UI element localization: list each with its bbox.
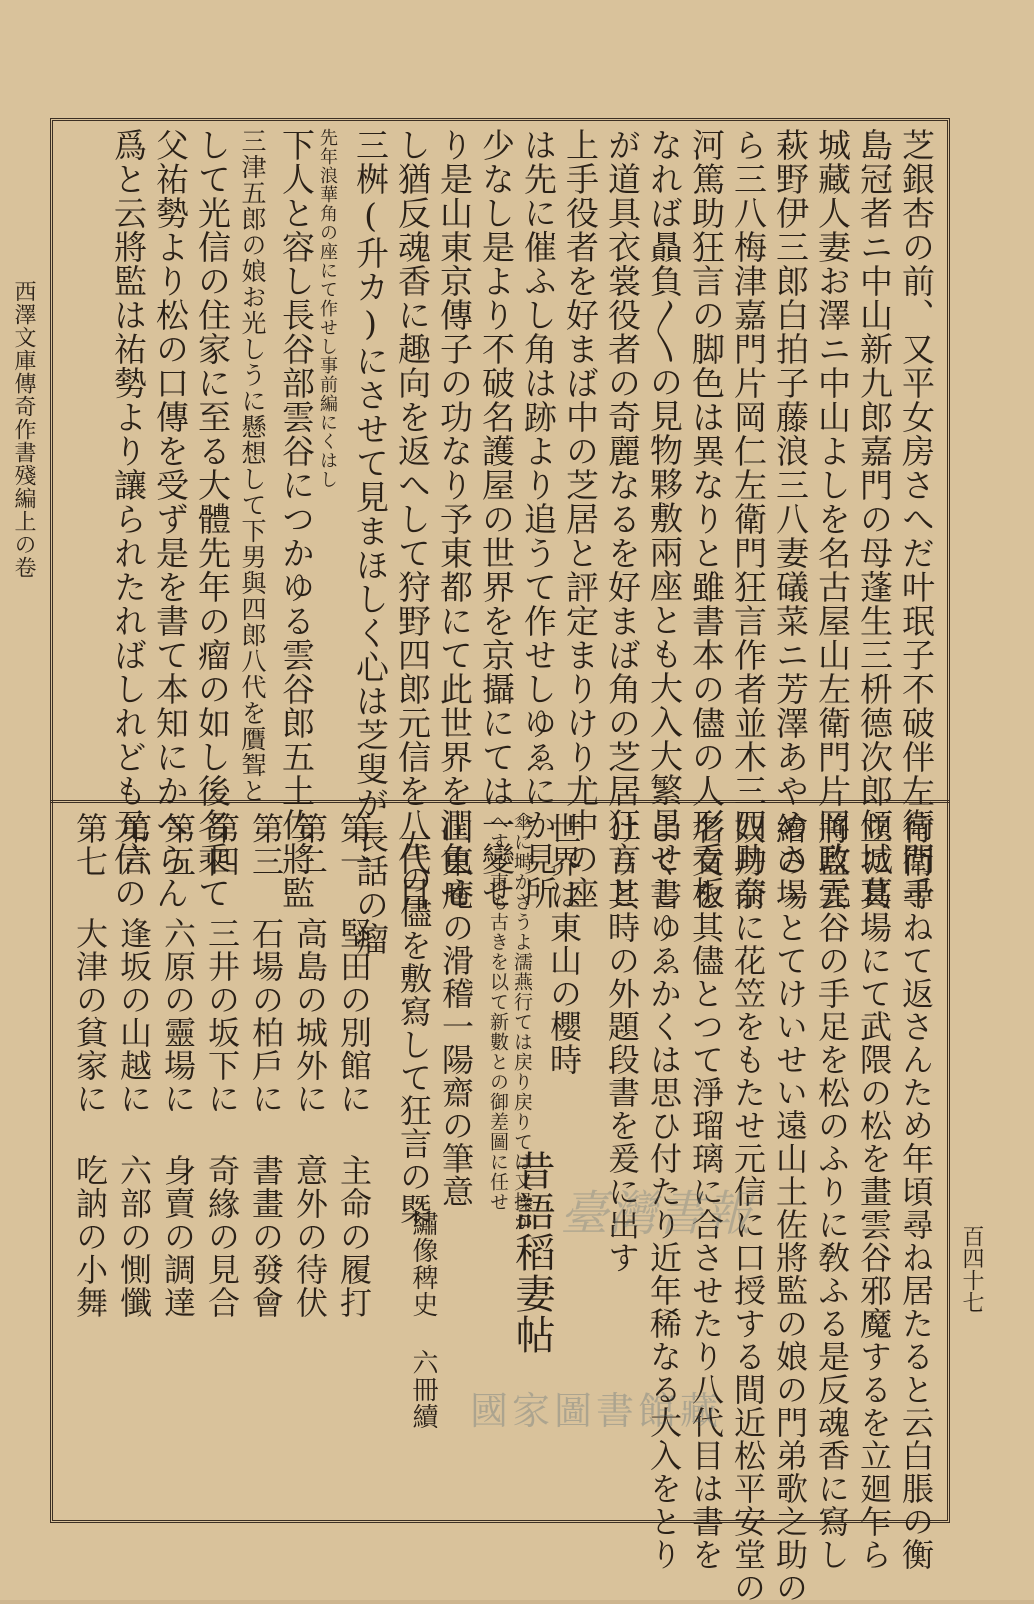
watermark-seal: 臺灣書報	[560, 1186, 753, 1242]
text-column: 島冠者ニ中山新九郎嘉門の母蓬生三枡德次郎傾城葛	[855, 128, 894, 910]
text-column: 上手役者を好まば中の芝居と評定まりけり尤中の座	[561, 128, 600, 910]
text-column: 芝銀杏の前、又平女房さへだ叶珉子不破伴左衛門千	[897, 128, 936, 910]
act-entry: 第六 逢坂の山越に 六部の惻懺	[115, 812, 153, 1319]
text-column: 三桝(升カ)にさせて見まほしく心は芝叟が長話の瘤	[351, 128, 390, 956]
text-column: 立に其場にて武隈の松を畫雲谷邪魔するを立廻乍ら	[855, 812, 893, 1571]
running-title: 西澤文庫傳奇作書殘編上の卷	[11, 280, 36, 579]
act-entry: 第四 三井の坂下に 奇緣の見合	[203, 812, 241, 1319]
act-entry: 第一 堅田の別館に 主命の履打	[335, 812, 373, 1319]
text-column: 城藏人妻お澤ニ中山よしを名古屋山左衛門片岡政元	[813, 128, 852, 910]
text-column: 父祐勢より松の口傳を受ず是を書て本知にかへらん	[151, 128, 190, 910]
text-column: よく書ゆゑかくは思ひ付たり近年稀なる大入をとり	[645, 812, 683, 1571]
text-column: 名文を其儘とつて淨瑠璃に合させたり八代目は書を	[687, 812, 725, 1571]
text-column: 左の儘を敷寫して狂言の槩	[395, 830, 433, 1226]
play-title: 昔語稻妻帖	[509, 1150, 555, 1355]
text-column: なれば贔負〳〵の見物夥敷兩座とも大入大繁昌せし	[645, 128, 684, 909]
text-column: 爲と云將監は祐勢より讓られたればしれども元信の	[109, 128, 148, 910]
text-column: 山東庵の滑稽一陽齋の筆意	[437, 812, 475, 1208]
act-entry: 第七 大津の貧家に 吃訥の小舞	[71, 812, 109, 1319]
act-entry: 第三 石場の柏戶に 書畫の發會	[247, 812, 285, 1319]
text-column: 河篤助狂言の脚色は異なりと雖書本の儘の人形看板	[687, 128, 726, 910]
text-column: 下人と容し長谷部雲谷につかゆる雲谷郎五土佐將監	[277, 128, 316, 910]
text-column: 三津五郎の娘お光しうに懸想して下男與四郎八代を贋聟と	[238, 128, 267, 804]
text-column: して光信の住家に至る大體先年の瘤の如し後名乘て	[193, 128, 232, 910]
scene-heading: 世界は東山の櫻時	[545, 812, 583, 1076]
page-number: 百四十七	[959, 1225, 984, 1313]
text-column: ら三八梅津嘉門片岡仁左衛門狂言作者並木三四助奈	[729, 128, 768, 910]
text-column: 奴丹前に花笠をもたせ元信に口授する間近松平安堂の	[729, 812, 767, 1604]
note-column: へす不束も古きを以て新數との御差圖に任せ	[487, 812, 509, 1212]
text-column: 萩野伊三郎白拍子藤浪三八妻礒菜ニ芳澤あやめさゝ	[771, 128, 810, 910]
text-column: 繪の場とてけいせい遠山土佐將監の娘の門弟歌之助の	[771, 812, 809, 1604]
text-column-note: 先年浪華角の座にて作せし事前編にくはし	[317, 128, 338, 489]
text-column: り是山東京傳子の功なり予東都にて此世界を潤色せ	[435, 128, 474, 910]
text-column: 將監雲谷の手足を松のふりに敎ふる是反魂香に寫し	[813, 812, 851, 1571]
text-column: し猶反魂香に趣向を返へして狩野四郎元信を八代目	[393, 128, 432, 910]
text-column: が道具衣裳役者の奇麗なるを好まば角の芝居狂言と	[603, 128, 642, 910]
watermark-text: 國家圖書館藏	[470, 1389, 723, 1433]
text-column: 少なし是より不破名護屋の世界を京攝にては一變せ	[477, 128, 516, 910]
play-subtitle: 繡像稗史 六冊續	[408, 1210, 438, 1430]
text-column: 行衛尋ねて返さんため年頃尋ね居たると云白脹の衡	[897, 812, 935, 1571]
text-column: は先に催ふし角は跡より追うて作せしゆゑにか見所	[519, 128, 558, 910]
text-column: けり其時の外題段書を爰に出す	[603, 812, 641, 1274]
act-entry: 第二 高島の城外に 意外の待伏	[291, 812, 329, 1319]
act-entry: 第五 六原の靈場に 身賣の調達	[159, 812, 197, 1319]
note-column: 傘に塒かさうよ濡燕行ては戻り戻りては又操か	[511, 812, 533, 1232]
